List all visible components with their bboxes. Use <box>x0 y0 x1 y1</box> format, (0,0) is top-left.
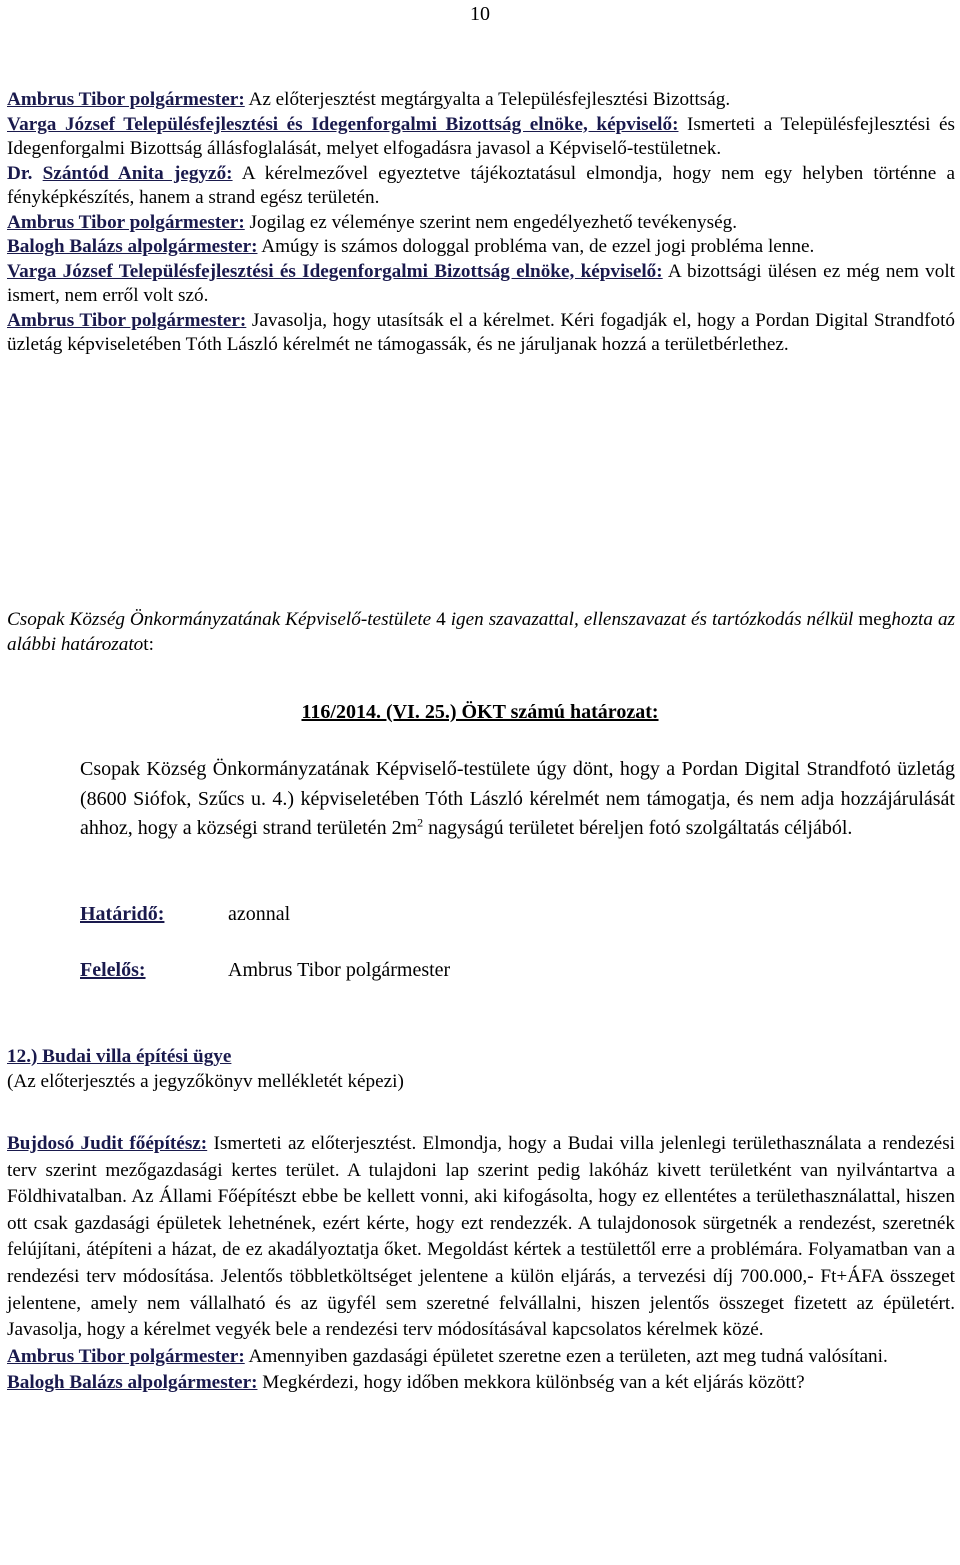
paragraph-5 <box>7 235 955 260</box>
speech-text: A kérelmezővel egyeztetve tájékoztatásul elmondja, hogy nem egy helyben történne a fényképkészítés, hanem a strand egész területén. <box>7 162 955 208</box>
intro-text: hozta az alábbi határozato <box>7 609 956 655</box>
paragraph-10 <box>7 1370 955 1397</box>
discussion-bottom <box>7 1131 955 1397</box>
resolution-text: Csopak Község Önkormányzatának Képviselő-testülete úgy dönt, hogy a Pordan Digital Strandfotó üzletág (8600 Siófok, Szűcs u. 4.) képviseletében Tóth László kérelmét nem támogatja, és nem adja hozzájárulását ahhoz, hogy a községi strand területén 2m <box>80 758 955 839</box>
speech-text: A bizottsági ülésen ez még nem volt ismert, nem erről volt szó. <box>7 260 956 306</box>
page-number: 10 <box>470 3 490 25</box>
speech-text: Ismerteti a Településfejlesztési és Idegenforgalmi Bizottság állásfoglalását, melyet elfogadásra javasol a Képviselő-testületnek. <box>7 113 956 159</box>
speaker-label: Varga József Településfejlesztési és Idegenforgalmi Bizottság elnöke, képviselő: <box>7 260 663 282</box>
speech-text: Javasolja, hogy utasítsák el a kérelmet. Kéri fogadják el, hogy a Pordan Digital Strandfotó üzletág képviseletében Tóth László kérelmét ne támogassák, és ne járuljanak hozzá a területbérlethez. <box>7 309 955 355</box>
agenda-title: 12.) Budai villa építési ügye <box>7 1046 232 1067</box>
deadline-value: azonnal <box>228 903 291 925</box>
speaker-label: Balogh Balázs alpolgármester: <box>7 1372 258 1394</box>
speech-text: Jogilag ez véleménye szerint nem engedélyezhető tevékenység. <box>244 211 737 233</box>
speaker-label: Szántód Anita jegyző: <box>42 162 233 184</box>
resolution-text: nagyságú területet béreljen fotó szolgáltatás céljából. <box>423 817 853 839</box>
resolution-title: 116/2014. (VI. 25.) ÖKT számú határozat: <box>301 701 659 723</box>
intro-text: t: <box>143 634 154 655</box>
speaker-label: Ambrus Tibor polgármester: <box>7 89 245 110</box>
speaker-label: Varga József Településfejlesztési és Idegenforgalmi Bizottság elnöke, képviselő: <box>7 113 679 135</box>
paragraph-3 <box>7 162 955 211</box>
intro-text: igen szavazattal, ellenszavazat és tartózkodás nélkül <box>445 609 859 630</box>
resolution-body <box>80 755 955 844</box>
speaker-label: Ambrus Tibor polgármester: <box>7 1345 245 1367</box>
speaker-label: Ambrus Tibor polgármester: <box>7 309 247 331</box>
discussion-top <box>7 88 955 358</box>
speaker-prefix: Dr. <box>7 162 33 184</box>
paragraph-6 <box>7 260 955 309</box>
responsible-value: Ambrus Tibor polgármester <box>228 959 451 981</box>
agenda-subtitle: (Az előterjesztés a jegyzőkönyv mellékletét képezi) <box>7 1071 404 1092</box>
paragraph-7 <box>7 309 955 358</box>
superscript: 2 <box>417 815 424 830</box>
deadline-label: Határidő: <box>80 903 165 925</box>
speaker-label: Ambrus Tibor polgármester: <box>7 211 245 233</box>
speech-text: Ismerteti az előterjesztést. Elmondja, hogy a Budai villa jelenlegi területhasználata a rendezési terv szerint mezőgazdasági kertes terület. A tulajdoni lap szerint pedig lakóház kivett területként van nyilvántartva a Földhivatalban. Az Állami Főépítészt ebbe be kellett vonni, aki kifogásolta, hogy ez ellentétes a területhasználattal, hiszen ott csak gazdasági épületek lehetnének, ezért kérte, hogy ezt rendezzék. A tulajdonosok sürgetnék a rendezést, szeretnék felújítani, átépíteni a házat, de ez akadályoztatja őket. Megoldást kértek a testülettől erre a problémára. Folyamatban van a rendezési terv módosítása. Jelentős többletköltséget jelentene a külön eljárás, a tervezési díj 700.000,- Ft+ÁFA összeget jelentene, amely nem vállalható és az ügyfél sem szeretné felvállalni, hiszen jelentős összeget fizetett az épületért. Javasolja, hogy a kérelmet vegyék bele a rendezési terv módosításával kapcsolatos kérelmek közé. <box>7 1133 955 1341</box>
paragraph-1 <box>7 88 955 113</box>
vote-count: 4 <box>436 609 446 630</box>
speech-text: Megkérdezi, hogy időben mekkora különbség van a két eljárás között? <box>257 1372 805 1394</box>
paragraph-4 <box>7 211 955 236</box>
deadline-row <box>80 902 290 927</box>
responsible-row <box>80 958 450 983</box>
paragraph-8 <box>7 1131 955 1344</box>
intro-text: meg <box>858 609 892 630</box>
paragraph-9 <box>7 1344 955 1371</box>
speaker-label: Bujdosó Judit főépítész: <box>7 1133 208 1154</box>
speech-text: Amennyiben gazdasági épületet szeretne ezen a területen, azt meg tudná valósítani. <box>244 1345 888 1367</box>
speech-text: Amúgy is számos dologgal probléma van, de ezzel jogi probléma lenne. <box>257 236 815 257</box>
intro-text: Csopak Község Önkormányzatának Képviselő-testülete <box>7 609 437 630</box>
resolution-intro <box>7 607 955 657</box>
speech-text: Az előterjesztést megtárgyalta a Településfejlesztési Bizottság. <box>244 89 731 110</box>
paragraph-2 <box>7 113 955 162</box>
responsible-label: Felelős: <box>80 959 146 981</box>
speaker-label: Balogh Balázs alpolgármester: <box>7 236 258 257</box>
